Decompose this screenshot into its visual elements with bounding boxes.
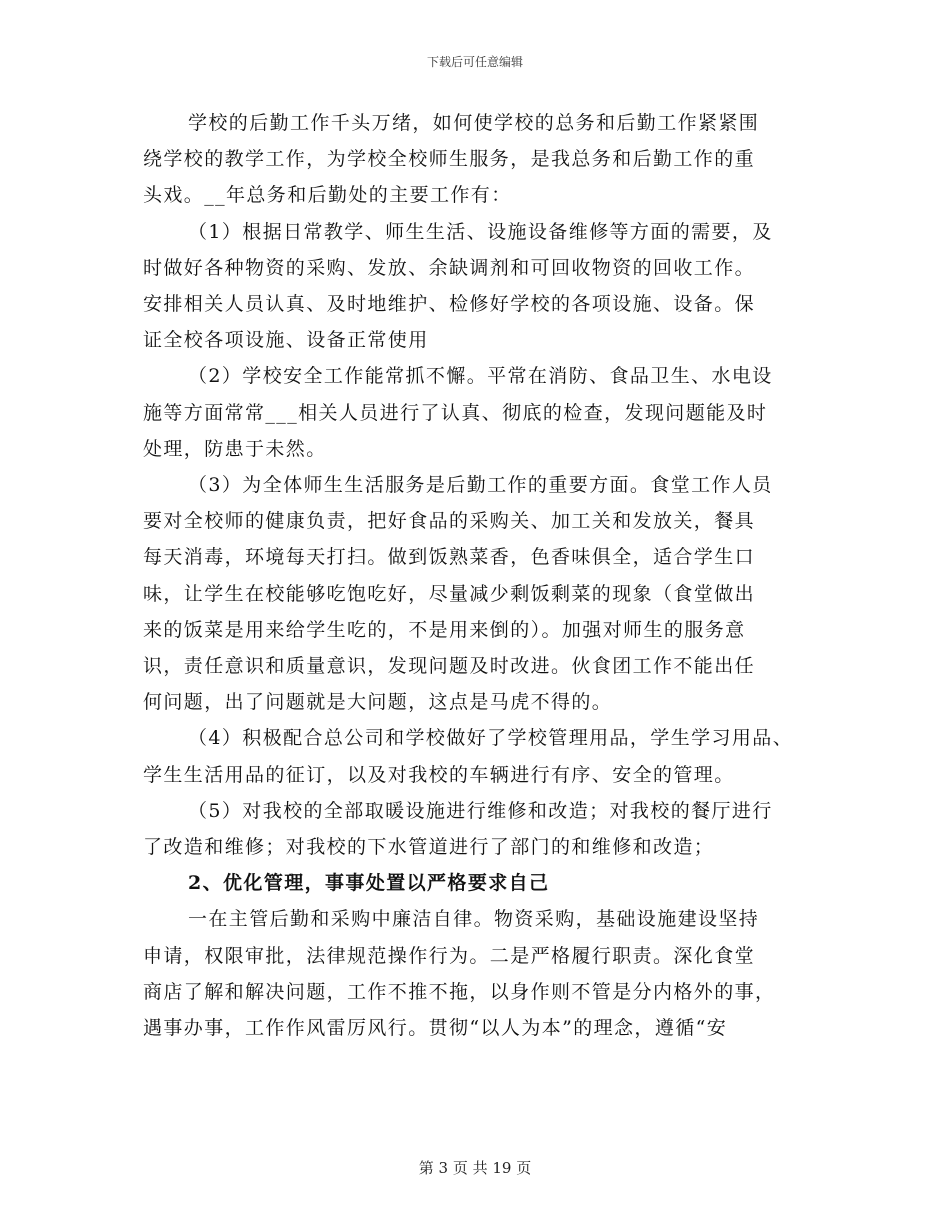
paragraph-line: 每天消毒，环境每天打扫。做到饭熟菜香，色香味俱全，适合学生口	[143, 546, 756, 569]
paragraph-line: 要对全校师的健康负责，把好食品的采购关、加工关和发放关，餐具	[143, 510, 756, 533]
paragraph-line: 何问题，出了问题就是大问题，这点是马虎不得的。	[143, 691, 613, 714]
page-header-note: 下载后可任意编辑	[426, 55, 523, 69]
paragraph-line: （5）对我校的全部取暖设施进行维修和改造；对我校的餐厅进行	[188, 799, 773, 822]
paragraph-line: 味，让学生在校能够吃饱吃好，尽量减少剩饭剩菜的现象（食堂做出	[143, 582, 756, 605]
paragraph-line: 施等方面常常___相关人员进行了认真、彻底的检查，发现问题能及时	[143, 401, 768, 424]
paragraph-line: 来的饭菜是用来给学生吃的，不是用来倒的）。加强对师生的服务意	[143, 618, 746, 641]
document-body	[143, 105, 823, 1046]
paragraph-line: （4）积极配合总公司和学校做好了学校管理用品，学生学习用品、	[188, 727, 794, 750]
paragraph-line: 识，责任意识和质量意识，发现问题及时改进。伙食团工作不能出任	[143, 655, 756, 678]
paragraph-line: 头戏。__年总务和后勤处的主要工作有：	[143, 184, 512, 207]
paragraph-line: 证全校各项设施、设备正常使用	[143, 329, 429, 352]
paragraph-line: 学生生活用品的征订，以及对我校的车辆进行有序、安全的管理。	[143, 763, 735, 786]
paragraph-line: 学校的后勤工作千头万绪，如何使学校的总务和后勤工作紧紧围	[188, 112, 760, 134]
section-heading: 2、优化管理，事事处置以严格要求自己	[188, 872, 550, 895]
paragraph-line: 时做好各种物资的采购、发放、余缺调剂和可回收物资的回收工作。	[143, 256, 756, 279]
paragraph-line: （1）根据日常教学、师生生活、设施设备维修等方面的需要，及	[188, 220, 773, 243]
paragraph-line: 绕学校的教学工作，为学校全校师生服务，是我总务和后勤工作的重	[143, 148, 756, 171]
paragraph-line: 申请，权限审批，法律规范操作行为。二是严格履行职责。深化食堂	[143, 944, 756, 967]
paragraph-line: 处理，防患于未然。	[143, 437, 327, 460]
paragraph-line: （2）学校安全工作能常抓不懈。平常在消防、食品卫生、水电设	[188, 365, 773, 388]
paragraph-line: 了改造和维修；对我校的下水管道进行了部门的和维修和改造；	[143, 836, 715, 859]
paragraph-line: 一在主管后勤和采购中廉洁自律。物资采购，基础设施建设坚持	[188, 908, 760, 931]
paragraph-line: 遇事办事，工作作风雷厉风行。贯彻“以人为本”的理念，遵循“安	[143, 1017, 728, 1040]
paragraph-line: 商店了解和解决问题，工作不推不拖，以身作则不管是分内格外的事，	[143, 980, 776, 1003]
paragraph-line: 安排相关人员认真、及时地维护、检修好学校的各项设施、设备。保	[143, 293, 756, 316]
paragraph-line: （3）为全体师生生活服务是后勤工作的重要方面。食堂工作人员	[188, 474, 773, 497]
page-number-footer: 第 3 页 共 19 页	[418, 1159, 532, 1177]
